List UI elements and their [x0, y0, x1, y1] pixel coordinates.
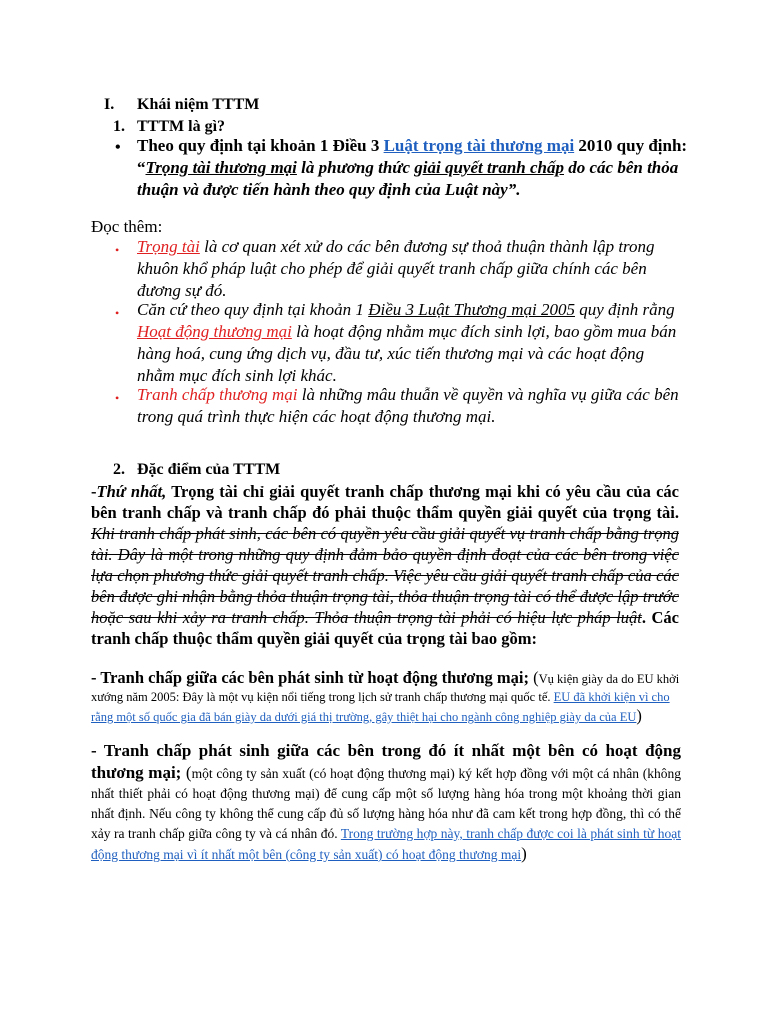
- dieu-3-luat-thuong-mai-link[interactable]: Điều 3 Luật Thương mại 2005: [368, 300, 575, 319]
- eu-lawsuit-link[interactable]: EU đã khởi kiện vì cho rằng một số quốc gia đã bán giày da dưới giá thị trường, gây thiệt hại cho ngành công nghiệp giày da của EU: [91, 690, 670, 724]
- luat-trong-tai-link[interactable]: Luật trọng tài thương mại: [383, 136, 575, 155]
- read-more-item-commercial-activity: Căn cứ theo quy định tại khoản 1 Điều 3 Luật Thương mại 2005 quy định rằng Hoạt động thương mại là hoạt động nhằm mục đích sinh lợi, bao gồm mua bán hàng hoá, cung ứng dịch vụ, đầu tư, xúc tiến thương mại và các hoạt động nhằm mục đích sinh lợi khác.: [137, 300, 677, 385]
- bullet-icon: •: [115, 306, 120, 320]
- bullet-icon: •: [115, 391, 120, 405]
- subsection-2-heading: Đặc điểm của TTTM: [137, 461, 281, 478]
- dispute-type-item-1: - Tranh chấp giữa các bên phát sinh từ hoạt động thương mại; (Vụ kiện giày da do EU khởi xướng năm 2005: Đây là một vụ kiện nổi tiếng trong lịch sử tranh chấp thương mại quốc tế. EU đã khởi kiện vì cho rằng một số quốc gia đã bán giày da dưới giá thị trường, gây thiệt hại cho ngành công nghiệp giày da của EU): [91, 668, 680, 725]
- bullet-icon: •: [115, 243, 120, 257]
- section-1-heading: Khái niệm TTTM: [137, 96, 260, 113]
- subsection-1-heading: TTTM là gì?: [137, 118, 226, 135]
- read-more-item-dispute: Tranh chấp thương mại là những mâu thuẫn về quyền và nghĩa vụ giữa các bên trong quá trình thực hiện các hoạt động thương mại.: [137, 385, 679, 426]
- section-1-number: I.: [104, 96, 115, 113]
- subsection-1-number: 1.: [113, 118, 125, 135]
- dispute-type-item-2: - Tranh chấp phát sinh giữa các bên trong đó ít nhất một bên có hoạt động thương mại; (một công ty sản xuất (có hoạt động thương mại) ký kết hợp đồng với một cá nhân (không nhất thiết phải có hoạt động thương mại) để cung cấp một số lượng hàng hóa trong một khoảng thời gian nhất định. Nếu công ty không thể cung cấp đủ số lượng hàng hóa như đã cam kết trong hợp đồng, thì có thể xảy ra tranh chấp giữa công ty và cá nhân đó. Trong trường hợp này, tranh chấp được coi là phát sinh từ hoạt động thương mại vì ít nhất một bên (công ty sản xuất) có hoạt động thương mại): [91, 741, 681, 863]
- characteristic-first-paragraph: -Thứ nhất, Trọng tài chỉ giải quyết tranh chấp thương mại khi có yêu cầu của các bên tranh chấp và tranh chấp đó phải thuộc thẩm quyền giải quyết của trọng tài. Khi tranh chấp phát sinh, các bên có quyền yêu cầu giải quyết vụ tranh chấp bằng trọng tài. Đây là một trong những quy định đảm bảo quyền định đoạt của các bên trong việc lựa chọn phương thức giải quyết tranh chấp. Việc yêu cầu giải quyết tranh chấp của các bên được ghi nhận bằng thỏa thuận trọng tài, thỏa thuận trọng tài có thể được lập trước hoặc sau khi xảy ra tranh chấp. Thỏa thuận trọng tài phải có hiệu lực pháp luật. Các tranh chấp thuộc thẩm quyền giải quyết của trọng tài bao gồm:: [91, 482, 679, 648]
- read-more-title: Đọc thêm:: [91, 217, 163, 236]
- bullet-icon: •: [115, 139, 121, 156]
- tttm-definition: Theo quy định tại khoản 1 Điều 3 Luật trọng tài thương mại 2010 quy định: “Trọng tài thương mại là phương thức giải quyết tranh chấp do các bên thỏa thuận và được tiến hành theo quy định của Luật này”.: [137, 136, 688, 199]
- subsection-2-number: 2.: [113, 461, 125, 478]
- read-more-item-arbitration: Trọng tài là cơ quan xét xử do các bên đương sự thoả thuận thành lập trong khuôn khổ pháp luật cho phép để giải quyết tranh chấp giữa chính các bên đương sự đó.: [137, 237, 655, 300]
- commercial-party-link[interactable]: Trong trường hợp này, tranh chấp được coi là phát sinh từ hoạt động thương mại vì ít nhất một bên (công ty sản xuất) có hoạt động thương mại: [91, 826, 681, 862]
